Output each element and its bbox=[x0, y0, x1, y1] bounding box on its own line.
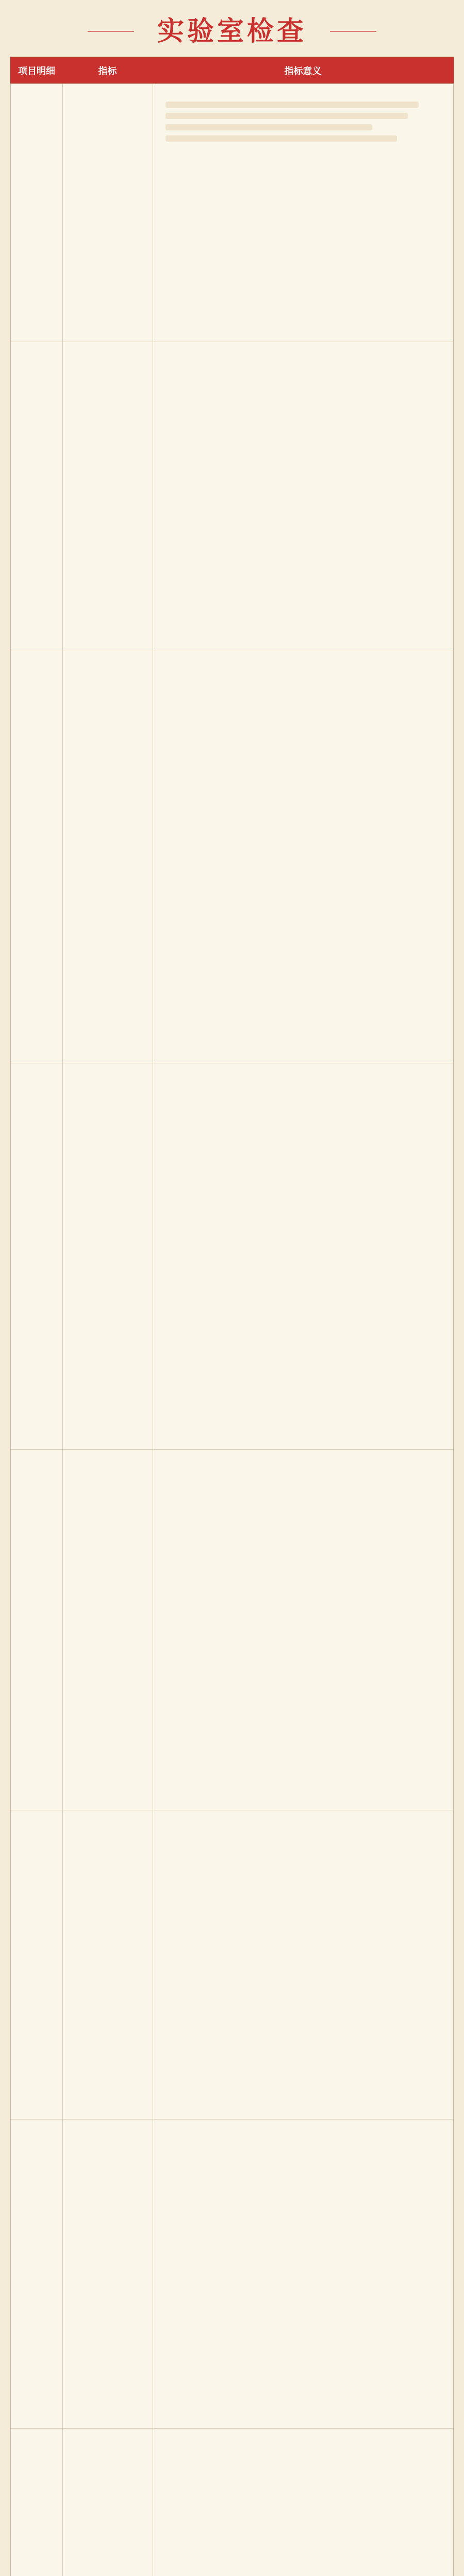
header-category: 项目明细 bbox=[18, 66, 55, 77]
row-band bbox=[11, 1449, 453, 1450]
row-band bbox=[11, 2428, 453, 2429]
header-indicator: 指标 bbox=[98, 66, 117, 77]
page-title: 实验室检查 bbox=[157, 15, 307, 47]
column-divider-1 bbox=[62, 84, 63, 2576]
content-placeholder bbox=[165, 96, 441, 147]
text-placeholder-bar bbox=[165, 124, 372, 130]
text-placeholder-bar bbox=[165, 113, 408, 119]
row-band bbox=[11, 2119, 453, 2120]
text-placeholder-bar bbox=[165, 101, 419, 108]
table-body bbox=[10, 83, 454, 2576]
title-decoration-left bbox=[88, 31, 134, 32]
title-area bbox=[0, 0, 464, 57]
table-header bbox=[10, 57, 454, 84]
text-placeholder-bar bbox=[165, 135, 397, 142]
header-meaning: 指标意义 bbox=[284, 66, 322, 77]
title-decoration-right bbox=[330, 31, 376, 32]
